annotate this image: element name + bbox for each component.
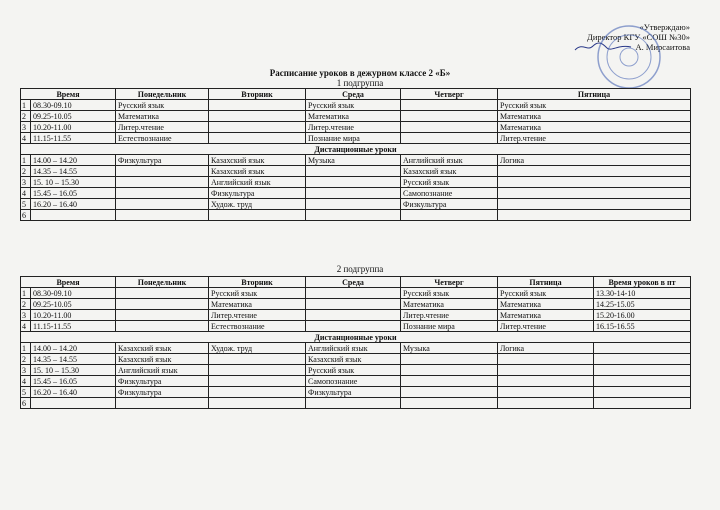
table-cell <box>116 299 209 310</box>
table-cell: 10.20-11.00 <box>31 122 116 133</box>
table-cell <box>401 122 498 133</box>
subgroup-1-title: 1 подгруппа <box>336 78 384 88</box>
table-cell <box>306 299 401 310</box>
table-row <box>21 365 691 376</box>
table-cell: 6 <box>21 398 31 409</box>
table-cell <box>209 398 306 409</box>
header-cell: Четверг <box>401 89 498 100</box>
table-cell: Математика <box>209 299 306 310</box>
table-cell: Математика <box>498 310 594 321</box>
table-cell <box>306 310 401 321</box>
header-cell: Пятница <box>498 277 594 288</box>
table-cell: 11.15-11.55 <box>31 321 116 332</box>
table-cell: 4 <box>21 376 31 387</box>
table-cell: Самопознание <box>306 376 401 387</box>
table-cell <box>498 199 691 210</box>
table-cell <box>401 354 498 365</box>
table-cell: Естествознание <box>116 133 209 144</box>
table-cell: 3 <box>21 310 31 321</box>
table-cell: Английский язык <box>306 343 401 354</box>
table-cell <box>209 376 306 387</box>
table-cell: Музыка <box>306 155 401 166</box>
page-title: Расписание уроков в дежурном классе 2 «Б» <box>269 68 451 78</box>
table-cell <box>306 210 401 221</box>
table-cell <box>209 365 306 376</box>
table-cell: Казахский язык <box>209 166 306 177</box>
table-row <box>21 354 691 365</box>
table-cell: Физкультура <box>116 155 209 166</box>
table-cell: 2 <box>21 354 31 365</box>
table-cell: 13.30-14-10 <box>594 288 691 299</box>
table-cell <box>306 199 401 210</box>
table-cell: Логика <box>498 343 594 354</box>
table-cell <box>498 188 691 199</box>
table-cell <box>209 210 306 221</box>
table-cell: Физкультура <box>209 188 306 199</box>
table-cell: Самопознание <box>401 188 498 199</box>
table-cell: Казахский язык <box>306 354 401 365</box>
table-cell: 2 <box>21 111 31 122</box>
table-cell: 16.15-16.55 <box>594 321 691 332</box>
table-cell <box>209 133 306 144</box>
table-cell <box>401 387 498 398</box>
table-cell: 10.20-11.00 <box>31 310 116 321</box>
table-cell: Худож. труд <box>209 199 306 210</box>
table-row <box>21 321 691 332</box>
table-row <box>21 288 691 299</box>
table-cell: 08.30-09.10 <box>31 100 116 111</box>
table-cell: Русский язык <box>209 288 306 299</box>
table-cell: Литер.чтение <box>498 133 691 144</box>
table-row <box>21 166 691 177</box>
table-row <box>21 199 691 210</box>
table-cell <box>116 166 209 177</box>
table-cell: 15. 10 – 15.30 <box>31 365 116 376</box>
table-cell: 15. 10 – 15.30 <box>31 177 116 188</box>
table-cell <box>116 288 209 299</box>
table-row <box>21 177 691 188</box>
table-cell: 1 <box>21 288 31 299</box>
table-cell <box>116 188 209 199</box>
table-cell <box>401 100 498 111</box>
header-cell: Пятница <box>498 89 691 100</box>
table-cell: Худож. труд <box>209 343 306 354</box>
table-cell: Физкультура <box>116 387 209 398</box>
table-cell: 1 <box>21 100 31 111</box>
table-cell <box>401 365 498 376</box>
table-cell <box>498 376 594 387</box>
table-cell: 6 <box>21 210 31 221</box>
header-cell: Время уроков в пт <box>594 277 691 288</box>
header-cell: Среда <box>306 277 401 288</box>
table-row <box>21 122 691 133</box>
header-cell: Вторник <box>209 89 306 100</box>
table-cell: Познание мира <box>306 133 401 144</box>
table-cell: Русский язык <box>116 100 209 111</box>
table-cell <box>306 398 401 409</box>
table-cell <box>209 387 306 398</box>
table-cell: Математика <box>498 122 691 133</box>
table-cell <box>594 398 691 409</box>
table-cell: 09.25-10.05 <box>31 111 116 122</box>
table-cell: 15.20-16.00 <box>594 310 691 321</box>
table-cell: 1 <box>21 343 31 354</box>
table-cell: Русский язык <box>498 288 594 299</box>
table-cell: 5 <box>21 387 31 398</box>
table-cell <box>209 111 306 122</box>
table-cell: Математика <box>498 111 691 122</box>
table-cell <box>31 210 116 221</box>
table-cell: 16.20 – 16.40 <box>31 387 116 398</box>
table-cell <box>306 177 401 188</box>
table-cell: 2 <box>21 166 31 177</box>
table-cell: 08.30-09.10 <box>31 288 116 299</box>
table-cell: Естествознание <box>209 321 306 332</box>
table-cell: Математика <box>116 111 209 122</box>
table-row <box>21 310 691 321</box>
table-header-row <box>21 89 691 100</box>
table-row <box>21 100 691 111</box>
table-cell: 1 <box>21 155 31 166</box>
table-cell: 15.45 – 16.05 <box>31 376 116 387</box>
table-cell: 14.25-15.05 <box>594 299 691 310</box>
table-cell: Литер.чтение <box>209 310 306 321</box>
table-cell: Музыка <box>401 343 498 354</box>
table-cell: 09.25-10.05 <box>31 299 116 310</box>
header-cell: Понедельник <box>116 277 209 288</box>
table-cell: 15.45 – 16.05 <box>31 188 116 199</box>
approval-line: А. Мирсаитова <box>573 42 690 52</box>
table-cell: Физкультура <box>306 387 401 398</box>
table-cell: 14.35 – 14.55 <box>31 354 116 365</box>
table-cell <box>401 133 498 144</box>
header-cell: Время <box>21 89 116 100</box>
table-cell: Литер.чтение <box>498 321 594 332</box>
header-cell: Время <box>21 277 116 288</box>
table-cell <box>594 343 691 354</box>
table-cell <box>116 321 209 332</box>
table-cell: Русский язык <box>306 365 401 376</box>
table-cell: 14.00 – 14.20 <box>31 155 116 166</box>
table-row <box>21 376 691 387</box>
header-cell: Понедельник <box>116 89 209 100</box>
table-cell: 4 <box>21 188 31 199</box>
table-cell: 3 <box>21 177 31 188</box>
table-cell <box>498 365 594 376</box>
table-cell <box>401 376 498 387</box>
table-cell <box>116 177 209 188</box>
schedule-table-group-2 <box>20 276 691 409</box>
table-row <box>21 210 691 221</box>
table-cell: Литер.чтение <box>401 310 498 321</box>
table-cell <box>498 387 594 398</box>
table-cell: Казахский язык <box>401 166 498 177</box>
table-cell: Казахский язык <box>116 354 209 365</box>
table-cell: 4 <box>21 133 31 144</box>
table-cell: Казахский язык <box>209 155 306 166</box>
table-cell <box>209 354 306 365</box>
table-cell <box>116 398 209 409</box>
table-cell <box>306 321 401 332</box>
table-cell <box>401 111 498 122</box>
table-row <box>21 343 691 354</box>
table-cell: Казахский язык <box>116 343 209 354</box>
table-cell: Математика <box>306 111 401 122</box>
table-cell: 16.20 – 16.40 <box>31 199 116 210</box>
table-header-row <box>21 277 691 288</box>
approval-line: Директор КГУ «СОШ №30» <box>587 32 690 42</box>
table-cell: Познание мира <box>401 321 498 332</box>
table-cell <box>306 188 401 199</box>
header-cell: Четверг <box>401 277 498 288</box>
schedule-table-group-1 <box>20 88 691 221</box>
table-cell <box>306 288 401 299</box>
table-row <box>21 133 691 144</box>
table-row <box>21 111 691 122</box>
table-cell: Русский язык <box>306 100 401 111</box>
table-cell <box>498 177 691 188</box>
distance-lessons-heading-row <box>21 332 691 343</box>
table-cell <box>116 210 209 221</box>
table-cell <box>209 122 306 133</box>
table-cell: Логика <box>498 155 691 166</box>
table-cell: Физкультура <box>116 376 209 387</box>
table-cell: 14.35 – 14.55 <box>31 166 116 177</box>
table-cell: Литер.чтение <box>116 122 209 133</box>
table-cell <box>116 199 209 210</box>
header-cell: Среда <box>306 89 401 100</box>
table-cell: Английский язык <box>116 365 209 376</box>
table-cell <box>594 354 691 365</box>
table-cell: 5 <box>21 199 31 210</box>
table-cell <box>498 210 691 221</box>
table-cell: Английский язык <box>209 177 306 188</box>
table-cell: Математика <box>401 299 498 310</box>
table-cell <box>594 365 691 376</box>
table-cell: 3 <box>21 365 31 376</box>
table-cell <box>498 398 594 409</box>
table-cell: Математика <box>498 299 594 310</box>
table-cell <box>498 354 594 365</box>
table-cell <box>594 387 691 398</box>
table-cell <box>306 166 401 177</box>
table-row <box>21 387 691 398</box>
distance-lessons-heading-row <box>21 144 691 155</box>
table-cell <box>209 100 306 111</box>
subgroup-2-title: 2 подгруппа <box>336 264 384 274</box>
table-cell <box>401 398 498 409</box>
table-cell: 2 <box>21 299 31 310</box>
header-cell: Вторник <box>209 277 306 288</box>
distance-lessons-heading: Дистанционные уроки <box>21 144 691 155</box>
table-cell <box>116 310 209 321</box>
table-cell: Литер.чтение <box>306 122 401 133</box>
table-row <box>21 398 691 409</box>
table-cell: Русский язык <box>498 100 691 111</box>
table-cell: 11.15-11.55 <box>31 133 116 144</box>
table-row <box>21 299 691 310</box>
table-cell: 14.00 – 14.20 <box>31 343 116 354</box>
table-row <box>21 188 691 199</box>
table-cell <box>498 166 691 177</box>
distance-lessons-heading: Дистанционные уроки <box>21 332 691 343</box>
table-cell <box>31 398 116 409</box>
table-cell: Русский язык <box>401 177 498 188</box>
table-row <box>21 155 691 166</box>
table-cell <box>594 376 691 387</box>
table-cell <box>401 210 498 221</box>
table-cell: Английский язык <box>401 155 498 166</box>
table-cell: 3 <box>21 122 31 133</box>
table-cell: Физкультура <box>401 199 498 210</box>
table-cell: 4 <box>21 321 31 332</box>
table-cell: Русский язык <box>401 288 498 299</box>
approval-line: «Утверждаю» <box>639 22 690 32</box>
